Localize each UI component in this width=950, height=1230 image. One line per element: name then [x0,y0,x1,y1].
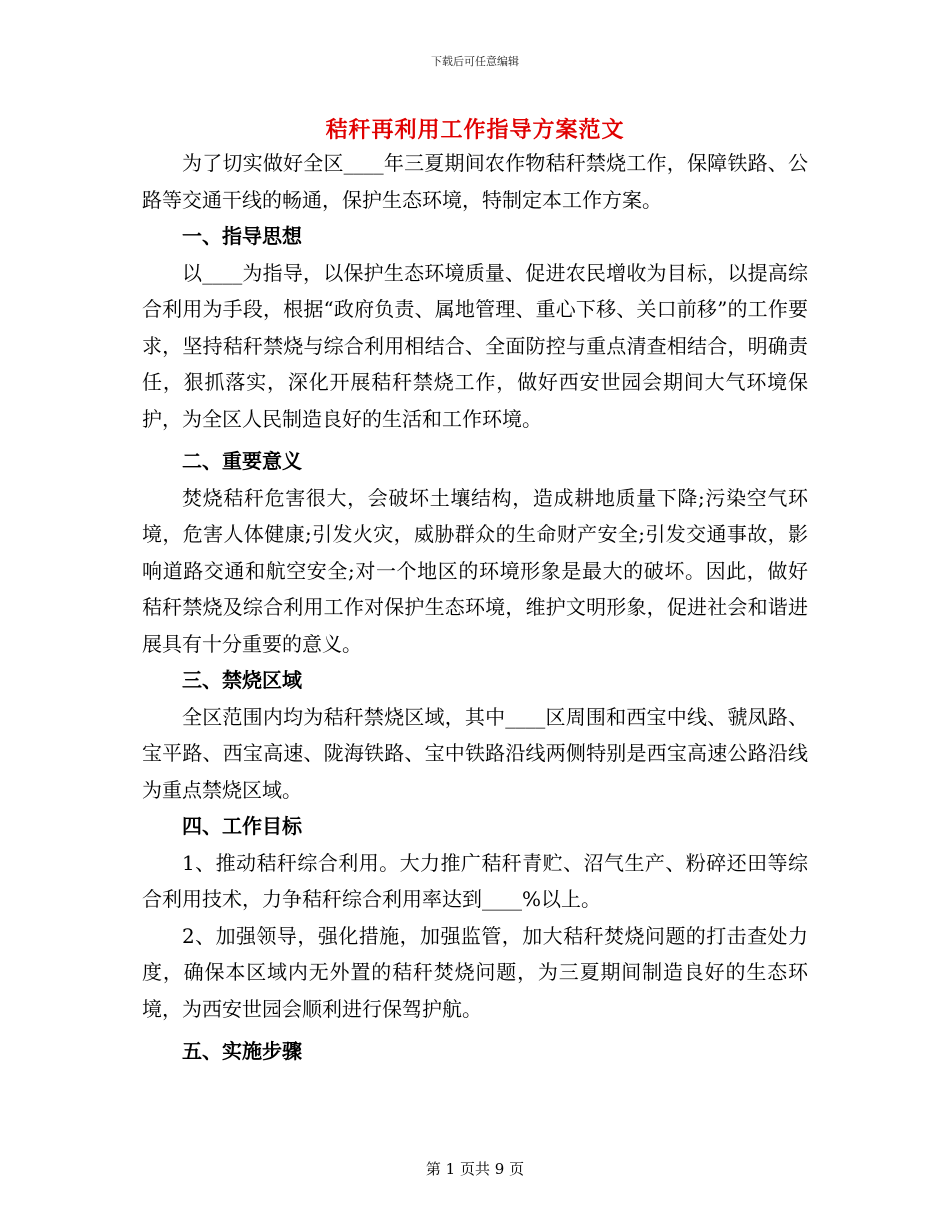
document-body [142,145,808,1070]
section-paragraph: 1、推动秸秆综合利用。大力推广秸秆青贮、沼气生产、粉碎还田等综合利用技术，力争秸秆综合利用率达到____%以上。 [142,850,808,911]
section-paragraph: 以____为指导，以保护生态环境质量、促进农民增收为目标，以提高综合利用为手段，根据“政府负责、属地管理、重心下移、关口前移”的工作要求，坚持秸秆禁烧与综合利用相结合、全面防控与重点清查相结合，明确责任，狠抓落实，深化开展秸秆禁烧工作，做好西安世园会期间大气环境保护，为全区人民制造良好的生活和工作环境。 [142,260,808,431]
page-header: 下载后可任意编辑 [431,55,519,68]
section-heading: 三、禁烧区域 [182,668,302,692]
section-heading: 四、工作目标 [182,814,302,838]
page-footer: 第 1 页共 9 页 [425,1160,525,1178]
intro-paragraph: 为了切实做好全区____年三夏期间农作物秸秆禁烧工作，保障铁路、公路等交通干线的畅通，保护生态环境，特制定本工作方案。 [142,151,808,212]
document-title: 秸秆再利用工作指导方案范文 [325,117,625,143]
section-paragraph: 2、加强领导，强化措施，加强监管，加大秸秆焚烧问题的打击查处力度，确保本区域内无外置的秸秆焚烧问题，为三夏期间制造良好的生态环境，为西安世园会顺利进行保驾护航。 [142,923,808,1021]
section-paragraph: 焚烧秸秆危害很大，会破坏土壤结构，造成耕地质量下降;污染空气环境，危害人体健康;引发火灾，威胁群众的生命财产安全;引发交通事故，影响道路交通和航空安全;对一个地区的环境形象是最大的破坏。因此，做好秸秆禁烧及综合利用工作对保护生态环境，维护文明形象，促进社会和谐进展具有十分重要的意义。 [142,485,808,656]
section-heading: 一、指导思想 [182,224,302,248]
section-heading: 五、实施步骤 [182,1039,302,1063]
section-heading: 二、重要意义 [182,449,302,473]
section-paragraph: 全区范围内均为秸秆禁烧区域，其中____区周围和西宝中线、虢凤路、宝平路、西宝高速、陇海铁路、宝中铁路沿线两侧特别是西宝高速公路沿线为重点禁烧区域。 [142,704,808,802]
